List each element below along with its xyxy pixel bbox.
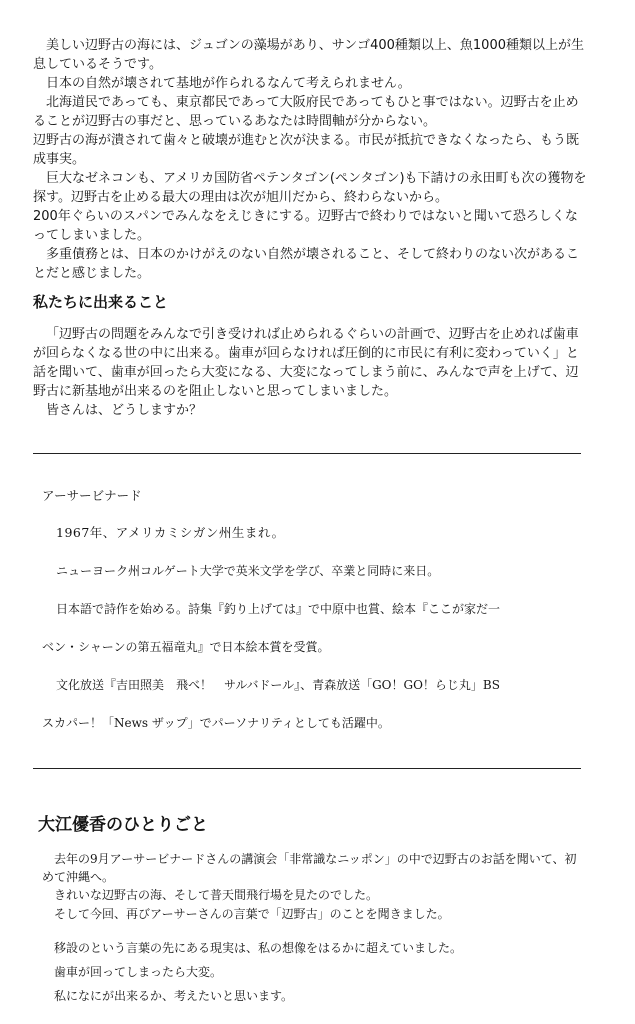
divider-top <box>33 453 581 454</box>
paragraph-sea-life: 美しい辺野古の海には、ジュゴンの藻場があり、サンゴ400種類以上、魚1000種類以上が生息しているそうです。 <box>33 38 584 72</box>
monologue-line-1: 去年の9月アーサービナードさんの講演会「非常識なニッポン」の中で辺野古のお話を聞いて、初めて沖縄へ。 <box>42 852 577 884</box>
monologue-line-3: そして今回、再びアーサーさんの言葉で「辺野古」のことを聞きました。 <box>54 907 450 921</box>
paragraph-not-others-business: 北海道民であっても、東京都民であって大阪府民であってもひと事ではない。辺野古を止めることが辺野古の事だと、思っているあなたは時間軸が分からない。 <box>33 95 579 129</box>
monologue-title: 大江優香のひとりごと <box>38 815 208 835</box>
paragraph-next-target: 巨大なゼネコンも、アメリカ国防省ペテンタゴン(ペンタゴン)も下請けの永田町も次の獲物を探す。辺野古を止める最大の理由は次が旭川だから、終わらないから。 <box>33 171 587 205</box>
bio-birth: 1967年、アメリカミシガン州生まれ。 <box>56 525 285 540</box>
monologue-line-4: 移設のという言葉の先にある現実は、私の想像をはるかに超えていました。 <box>54 941 463 955</box>
bio-education: ニューヨーク州コルゲート大学で英米文学を学び、卒業と同時に来日。 <box>56 564 440 578</box>
paragraph-question: 皆さんは、どうしますか？ <box>46 403 203 418</box>
bio-radio: 文化放送『吉田照美 飛べ！ サルバドール』、青森放送「GO！GO！らじ丸」BS <box>56 678 500 692</box>
section-heading-what-we-can-do: 私たちに出来ること <box>33 293 169 311</box>
monologue-line-6: 私になにが出来るか、考えたいと思います。 <box>54 989 294 1003</box>
paragraph-multiple-debts: 多重債務とは、日本のかけがえのない自然が壊されること、そして終わりのない次があることだと感じました。 <box>33 247 580 281</box>
paragraph-fait-accompli: 辺野古の海が潰されて歯々と破壊が進むと次が決まる。市民が抵抗できなくなったら、もう既成事実。 <box>33 133 580 167</box>
monologue-line-2: きれいな辺野古の海、そして普天間飛行場を見たのでした。 <box>54 888 379 902</box>
monologue-line-5: 歯車が回ってしまったら大変。 <box>54 965 223 979</box>
paragraph-nature-destroyed: 日本の自然が壊されて基地が作られるなんて考えられません。 <box>46 76 411 91</box>
bio-name: アーサービナード <box>42 488 142 503</box>
bio-personality: スカパー！「News ザップ」でパーソナリティとしても活躍中。 <box>42 716 390 730</box>
bio-poetry: 日本語で詩作を始める。詩集『釣り上げては』で中原中也賞、絵本『ここが家だ一 <box>56 602 501 616</box>
bio-award: ベン・シャーンの第五福竜丸』で日本絵本賞を受賞。 <box>42 640 330 654</box>
paragraph-200-years: 200年ぐらいのスパンでみんなをえじきにする。辺野古で終わりではないと聞いて恐ろしくなってしまいました。 <box>33 209 578 243</box>
divider-bottom <box>33 768 581 769</box>
paragraph-gears-quote: 「辺野古の問題をみんなで引き受ければ止められるぐらいの計画で、辺野古を止めれば歯車が回らなくなる世の中に出来る。歯車が回らなければ圧倒的に市民に有利に変わっていく」と話を聞いて、歯車が回ったら大変になる、大変になってしまう前に、みんなで声を上げて、辺野古に新基地が出来るのを阻止しないと思ってしまいました。 <box>33 327 579 399</box>
